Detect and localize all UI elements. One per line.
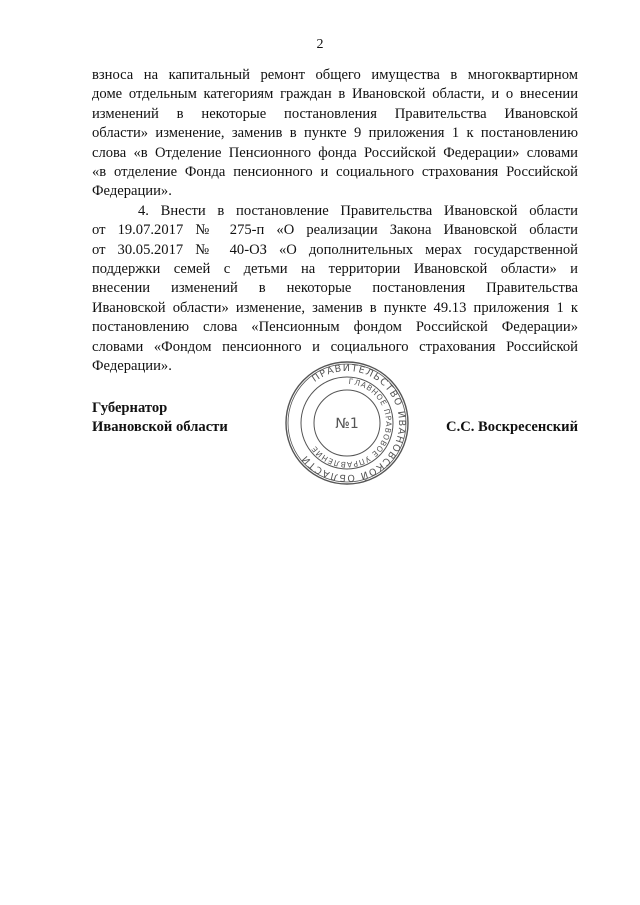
text-line: слова «в Отделение Пенсионного фонда Российской Федерации» словами xyxy=(92,144,578,161)
text-line: взноса на капитальный ремонт общего имущества в многоквартирном xyxy=(92,67,578,83)
text-line: словами «Фондом пенсионного и социального страхования Российской xyxy=(92,338,578,355)
text-line: Федерации». xyxy=(92,358,172,375)
paragraph-continuation xyxy=(92,66,578,202)
signatory-title xyxy=(92,399,228,438)
text-line: от 19.07.2017 № 275-п «О реализации Закона Ивановской области xyxy=(92,222,578,239)
stamp-outer-text: ПРАВИТЕЛЬСТВО ИВАНОВСКОЙ ОБЛАСТИ xyxy=(299,362,408,484)
text-line: постановлению слова «Пенсионным фондом Российской Федерации» xyxy=(92,319,578,336)
text-line: внесении изменений в некоторые постановления Правительства xyxy=(92,280,578,297)
text-line: доме отдельным категориям граждан в Ивановской области, и о внесении xyxy=(92,86,578,103)
official-stamp xyxy=(284,360,410,486)
document-body xyxy=(92,66,578,377)
text-line: поддержки семей с детьми на территории Ивановской области» и xyxy=(92,261,578,278)
page-number: 2 xyxy=(316,37,324,52)
signatory-title-line: Губернатор xyxy=(92,400,168,416)
stamp-center-number: №1 xyxy=(335,416,359,432)
text-line: области» изменение, заменив в пункте 9 приложения 1 к постановлению xyxy=(92,125,578,142)
text-line: от 30.05.2017 № 40-ОЗ «О дополнительных мерах государственной xyxy=(92,241,578,258)
text-line: Ивановской области» изменение, заменив в пункте 49.13 приложения 1 к xyxy=(92,299,578,316)
text-line: «в отделение Фонда пенсионного и социального страхования Российской xyxy=(92,164,578,181)
paragraph-item-4 xyxy=(92,202,578,377)
text-line: 4. Внести в постановление Правительства Ивановской области xyxy=(138,202,578,219)
signatory-name: С.С. Воскресенский xyxy=(446,419,578,435)
signatory-title-line: Ивановской области xyxy=(92,419,228,436)
text-line: Федерации». xyxy=(92,183,172,200)
stamp-inner-text: ГЛАВНОЕ ПРАВОВОЕ УПРАВЛЕНИЕ xyxy=(309,376,394,470)
text-line: изменений в некоторые постановления Правительства Ивановской xyxy=(92,105,578,122)
